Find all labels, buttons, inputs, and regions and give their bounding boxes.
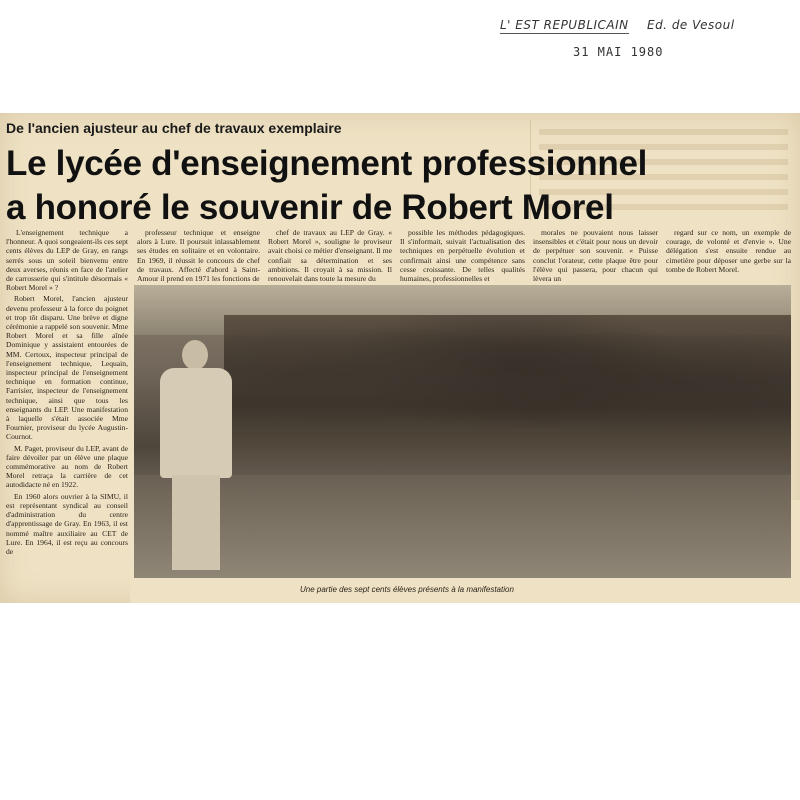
handwritten-source: L' EST REPUBLICAIN <box>500 18 629 32</box>
date-stamp: 31 MAI 1980 <box>573 45 664 59</box>
photo-speaker-figure <box>152 340 237 570</box>
column-1-paragraph: L'enseignement technique a l'honneur. A quoi songeaient-ils ces sept cents élèves du LEP de Gray, en rangs serrés sous un soleil bienvenu entre deux averses, réunis en face de l'atelier de carrosserie qui s'intitule désormais « Robert Morel » ? <box>6 228 128 293</box>
column-2-text: professeur technique et enseigne alors à Lure. Il poursuit inlassablement ses études en solitaire et en volontaire. En 1969, il réussit le concours de chef de travaux. Affecté d'abord à Saint-Amour il prend en 1971 les fonctions de <box>137 228 260 284</box>
column-1-paragraph: Robert Morel, l'ancien ajusteur devenu professeur à la force du poignet et trop tôt disparu. Une brève et digne cérémonie a rappelé son souvenir. Mme Robert Morel et sa fille aînée Dominique y assistaient entourées de MM. Certoux, inspecteur principal de l'enseignement technique, Lequain, inspecteur principal de l'enseignement technique en formation continue, Farrisier, inspecteur de l'enseignement technique, ainsi que tous les enseignants du LEP. Une manifestation à laquelle s'était associée Mme Fournier, proviseur du lycée Augustin-Cournot. <box>6 294 128 442</box>
photo-crowd-of-students <box>224 315 791 465</box>
article-column-1 <box>6 228 128 556</box>
headline-line-2: a honoré le souvenir de Robert Morel <box>6 188 614 227</box>
column-6-text: regard sur ce nom, un exemple de courage, de volonté et d'envie ». Une délégation s'est ensuite rendue au cimetière pour déposer une gerbe sur la tombe de Robert Morel. <box>666 228 791 274</box>
article-column-2 <box>137 228 260 283</box>
article-kicker: De l'ancien ajusteur au chef de travaux exemplaire <box>6 120 342 136</box>
column-1-paragraph: En 1960 alors ouvrier à la SIMU, il est représentant syndical au conseil d'administration du centre d'apprentissage de Gray. En 1963, il est nommé maître auxiliaire au CET de Lure. En 1964, il est reçu au concours de <box>6 491 128 556</box>
article-column-5 <box>533 228 658 283</box>
handwritten-edition: Ed. de Vesoul <box>646 18 735 32</box>
column-3-text: chef de travaux au LEP de Gray. « Robert Morel », souligne le proviseur avait choisi ce métier d'enseignant. Il me confiait sa détermination et ses ambitions. Il croyait à sa mission. Il renouvelait dans toute la mesure du <box>268 228 392 284</box>
handwritten-source-note <box>500 18 735 32</box>
article-column-6 <box>666 228 791 283</box>
article-photo <box>134 285 791 578</box>
headline-line-1: Le lycée d'enseignement professionnel <box>6 144 648 183</box>
column-4-text: possible les méthodes pédagogiques. Il s'informait, suivait l'actualisation des techniques en perpétuelle évolution et confirmait ainsi une compétence sans cesse croissante. De telles qualités humaines, professionnelles et <box>400 228 525 284</box>
article-column-4 <box>400 228 525 283</box>
article-column-3 <box>268 228 392 283</box>
photo-caption: Une partie des sept cents élèves présents à la manifestation <box>300 585 514 594</box>
column-5-text: morales ne pouvaient nous laisser insensibles et c'était pour nous un devoir de perpétuer son souvenir. « Puisse conclut l'orateur, cette plaque être pour l'élève qui passera, pour chacun qui lèvera un <box>533 228 658 284</box>
column-1-paragraph: M. Paget, proviseur du LEP, avant de faire dévoiler par un élève une plaque commémorative au nom de Robert Morel retraça la carrière de cet autodidacte né en 1922. <box>6 443 128 490</box>
article-headline <box>6 142 666 230</box>
